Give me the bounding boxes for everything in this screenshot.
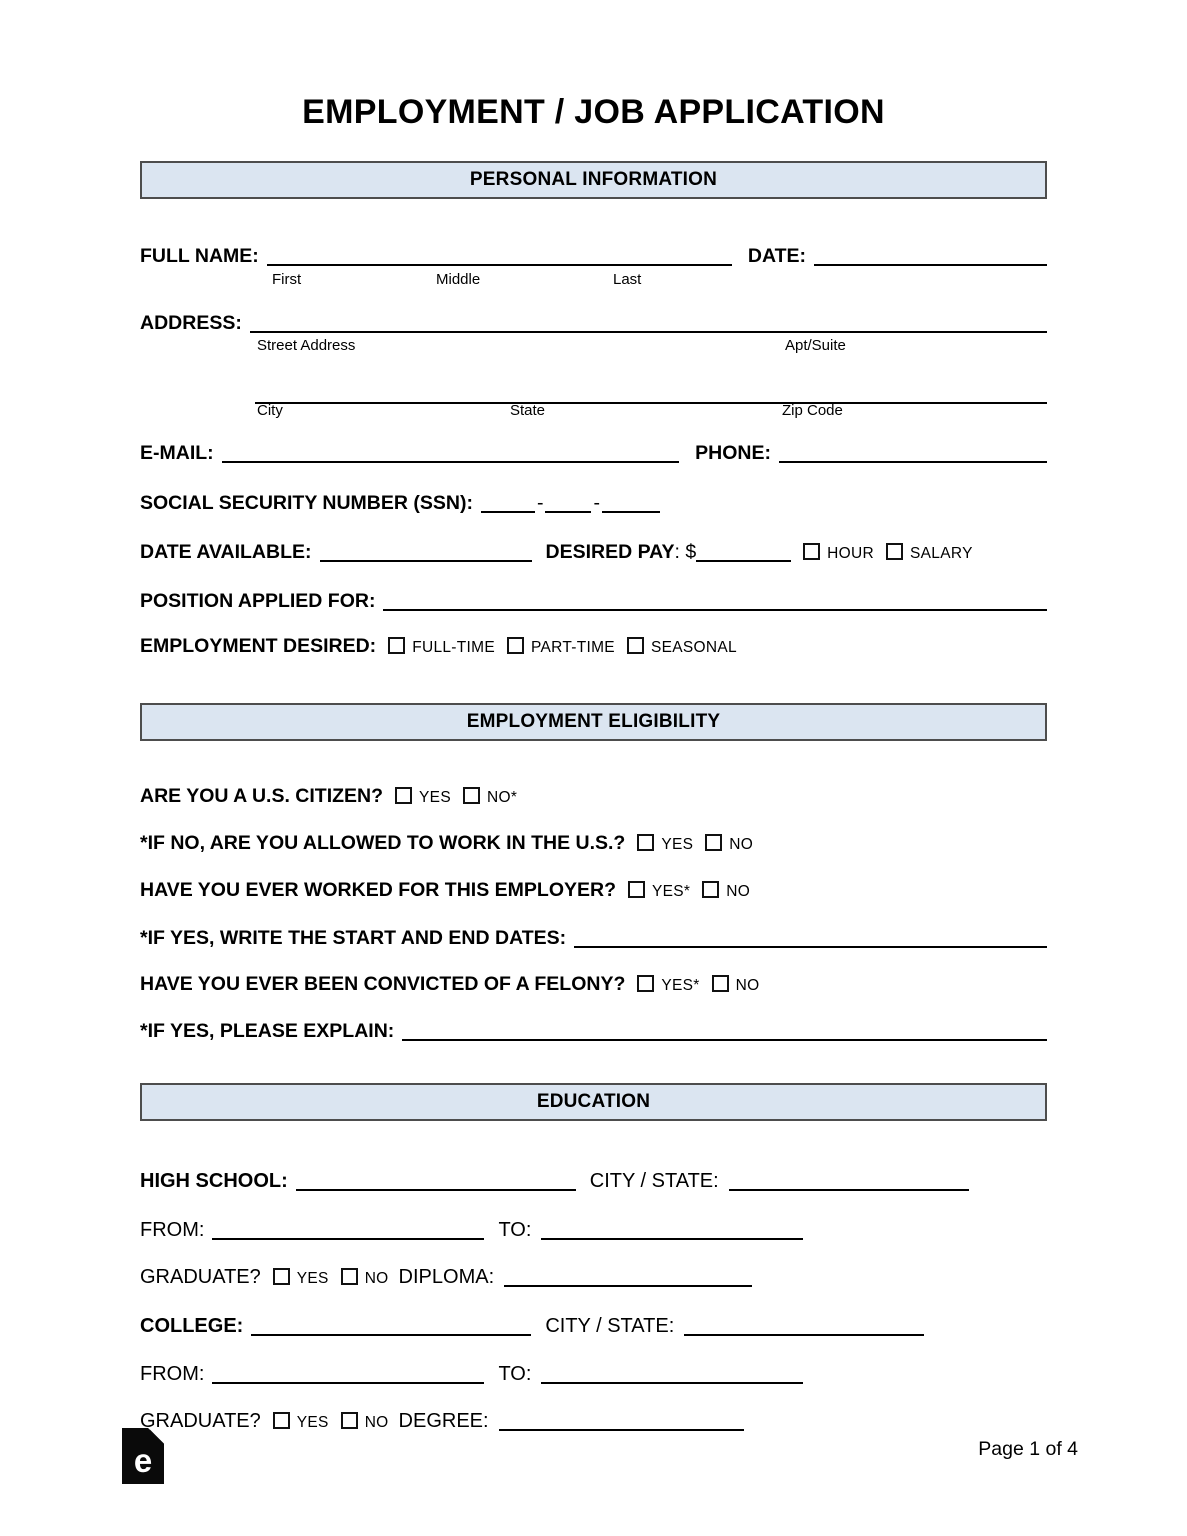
- college-city-state-label: CITY / STATE:: [545, 1315, 675, 1337]
- desired-pay-line[interactable]: [696, 543, 791, 562]
- college-graduate-row: [140, 1408, 1047, 1433]
- worked-no-label: NO: [726, 883, 751, 900]
- hs-from-line[interactable]: [212, 1221, 484, 1240]
- checkbox-citizen-yes[interactable]: [395, 787, 412, 804]
- document-title: EMPLOYMENT / JOB APPLICATION: [302, 93, 885, 131]
- section-header-personal-information: [140, 161, 1047, 199]
- hs-graduate-no-label: NO: [364, 1270, 389, 1287]
- high-school-row: [140, 1168, 1047, 1193]
- college-graduate-label: GRADUATE?: [140, 1410, 261, 1432]
- college-to-label: TO:: [498, 1363, 532, 1385]
- checkbox-citizen-no[interactable]: [463, 787, 480, 804]
- checkbox-seasonal[interactable]: [627, 637, 644, 654]
- hs-graduate-yes-label: YES: [296, 1270, 329, 1287]
- degree-line[interactable]: [499, 1412, 744, 1431]
- salary-option-label: SALARY: [910, 545, 973, 562]
- phone-label: PHONE:: [695, 442, 771, 464]
- employment-desired-label: EMPLOYMENT DESIRED:: [140, 635, 377, 657]
- citizen-yes-label: YES: [419, 789, 451, 806]
- college-from-label: FROM:: [140, 1363, 205, 1385]
- allowed-yes-label: YES: [661, 836, 694, 853]
- section-header-education: [140, 1083, 1047, 1121]
- hour-option-label: HOUR: [827, 545, 875, 562]
- desired-pay-suffix: : $: [674, 541, 697, 563]
- street-address-sublabel: Street Address: [257, 337, 356, 354]
- full-time-option-label: FULL-TIME: [412, 639, 495, 656]
- checkbox-felony-yes[interactable]: [637, 975, 654, 992]
- address-line2-row: [140, 381, 1047, 400]
- checkbox-college-graduate-no[interactable]: [341, 1412, 358, 1429]
- section-header-personal-label: PERSONAL INFORMATION: [469, 169, 718, 190]
- ssn-separator-1: -: [536, 492, 544, 514]
- hs-city-state-label: CITY / STATE:: [589, 1170, 719, 1192]
- ssn-line-2[interactable]: [545, 494, 591, 513]
- ssn-line-3[interactable]: [602, 494, 660, 513]
- position-row: [140, 588, 1047, 613]
- start-end-dates-row: [140, 925, 1047, 950]
- email-label: E-MAIL:: [140, 442, 214, 464]
- college-graduate-yes-label: YES: [296, 1414, 329, 1431]
- hs-from-to-row: [140, 1217, 1047, 1242]
- date-available-line[interactable]: [320, 543, 532, 562]
- ssn-line-1[interactable]: [481, 494, 535, 513]
- address-label: ADDRESS:: [140, 312, 242, 334]
- checkbox-college-graduate-yes[interactable]: [273, 1412, 290, 1429]
- checkbox-felony-no[interactable]: [712, 975, 729, 992]
- allowed-no-label: NO: [729, 836, 754, 853]
- allowed-question-row: [140, 832, 1047, 855]
- hs-from-label: FROM:: [140, 1219, 205, 1241]
- position-applied-label: POSITION APPLIED FOR:: [140, 590, 376, 612]
- college-row: [140, 1313, 1047, 1338]
- date-available-pay-row: [140, 539, 1047, 564]
- start-end-dates-label: *IF YES, WRITE THE START AND END DATES:: [140, 927, 567, 949]
- part-time-option-label: PART-TIME: [530, 639, 615, 656]
- explain-line[interactable]: [402, 1022, 1047, 1041]
- address-row: [140, 310, 1047, 335]
- diploma-line[interactable]: [504, 1268, 752, 1287]
- position-line[interactable]: [383, 592, 1047, 611]
- address-sublabels-row: [140, 337, 1047, 355]
- college-line[interactable]: [251, 1317, 531, 1336]
- checkbox-allowed-yes[interactable]: [637, 834, 654, 851]
- felony-no-label: NO: [735, 977, 760, 994]
- high-school-line[interactable]: [296, 1172, 576, 1191]
- worked-question-label: HAVE YOU EVER WORKED FOR THIS EMPLOYER?: [140, 879, 616, 901]
- college-from-line[interactable]: [212, 1365, 484, 1384]
- zip-code-sublabel: Zip Code: [782, 402, 843, 419]
- seasonal-option-label: SEASONAL: [650, 639, 737, 656]
- citizen-question-label: ARE YOU A U.S. CITIZEN?: [140, 785, 384, 807]
- full-name-label: FULL NAME:: [140, 245, 259, 267]
- section-header-eligibility-label: EMPLOYMENT ELIGIBILITY: [466, 711, 721, 732]
- eforms-logo-letter: e: [133, 1441, 153, 1479]
- hs-city-state-line[interactable]: [729, 1172, 969, 1191]
- college-city-state-line[interactable]: [684, 1317, 924, 1336]
- email-line[interactable]: [222, 444, 680, 463]
- checkbox-hs-graduate-no[interactable]: [341, 1268, 358, 1285]
- felony-question-label: HAVE YOU EVER BEEN CONVICTED OF A FELONY?: [140, 973, 626, 995]
- desired-pay-label: DESIRED PAY: [545, 541, 675, 563]
- section-header-education-label: EDUCATION: [536, 1091, 651, 1112]
- ssn-row: [140, 490, 1047, 515]
- explain-label: *IF YES, PLEASE EXPLAIN:: [140, 1020, 395, 1042]
- college-label: COLLEGE:: [140, 1315, 244, 1337]
- date-available-label: DATE AVAILABLE:: [140, 541, 312, 563]
- hs-to-line[interactable]: [541, 1221, 803, 1240]
- citizen-question-row: [140, 785, 1047, 808]
- ssn-separator-2: -: [593, 492, 600, 514]
- city-state-zip-sublabels-row: [140, 402, 1047, 420]
- checkbox-worked-no[interactable]: [702, 881, 719, 898]
- checkbox-full-time[interactable]: [388, 637, 405, 654]
- allowed-question-label: *IF NO, ARE YOU ALLOWED TO WORK IN THE U.S.?: [140, 832, 626, 854]
- checkbox-hour[interactable]: [803, 543, 820, 560]
- citizen-no-label: NO*: [486, 789, 518, 806]
- college-from-to-row: [140, 1361, 1047, 1386]
- checkbox-worked-yes[interactable]: [628, 881, 645, 898]
- start-end-dates-line[interactable]: [574, 929, 1047, 948]
- email-phone-row: [140, 440, 1047, 465]
- full-name-line[interactable]: [267, 247, 732, 266]
- first-sublabel: First: [272, 271, 302, 288]
- hs-to-label: TO:: [498, 1219, 532, 1241]
- date-line[interactable]: [814, 247, 1047, 266]
- section-header-employment-eligibility: [140, 703, 1047, 741]
- phone-line[interactable]: [779, 444, 1047, 463]
- page-number: Page 1 of 4: [978, 1438, 1078, 1460]
- hs-graduate-row: [140, 1264, 1047, 1289]
- degree-label: DEGREE:: [398, 1410, 489, 1432]
- hs-graduate-label: GRADUATE?: [140, 1266, 261, 1288]
- last-sublabel: Last: [613, 271, 642, 288]
- city-sublabel: City: [257, 402, 283, 419]
- checkbox-hs-graduate-yes[interactable]: [273, 1268, 290, 1285]
- worked-question-row: [140, 879, 1047, 902]
- state-sublabel: State: [510, 402, 546, 419]
- apt-suite-sublabel: Apt/Suite: [785, 337, 846, 354]
- ssn-label: SOCIAL SECURITY NUMBER (SSN):: [140, 492, 473, 514]
- checkbox-allowed-no[interactable]: [705, 834, 722, 851]
- full-name-row: [140, 243, 1047, 268]
- felony-question-row: [140, 973, 1047, 996]
- employment-desired-row: [140, 635, 1047, 658]
- college-to-line[interactable]: [541, 1365, 803, 1384]
- high-school-label: HIGH SCHOOL:: [140, 1170, 288, 1192]
- worked-yes-label: YES*: [652, 883, 691, 900]
- checkbox-part-time[interactable]: [507, 637, 524, 654]
- name-sublabels-row: [140, 271, 1047, 289]
- explain-row: [140, 1018, 1047, 1043]
- checkbox-salary[interactable]: [886, 543, 903, 560]
- page-content: [140, 0, 1047, 1433]
- date-label: DATE:: [747, 245, 806, 267]
- diploma-label: DIPLOMA:: [398, 1266, 495, 1288]
- felony-yes-label: YES*: [661, 977, 700, 994]
- college-graduate-no-label: NO: [364, 1414, 389, 1431]
- eforms-logo: [122, 1428, 164, 1484]
- street-address-line[interactable]: [250, 314, 1047, 333]
- middle-sublabel: Middle: [436, 271, 481, 288]
